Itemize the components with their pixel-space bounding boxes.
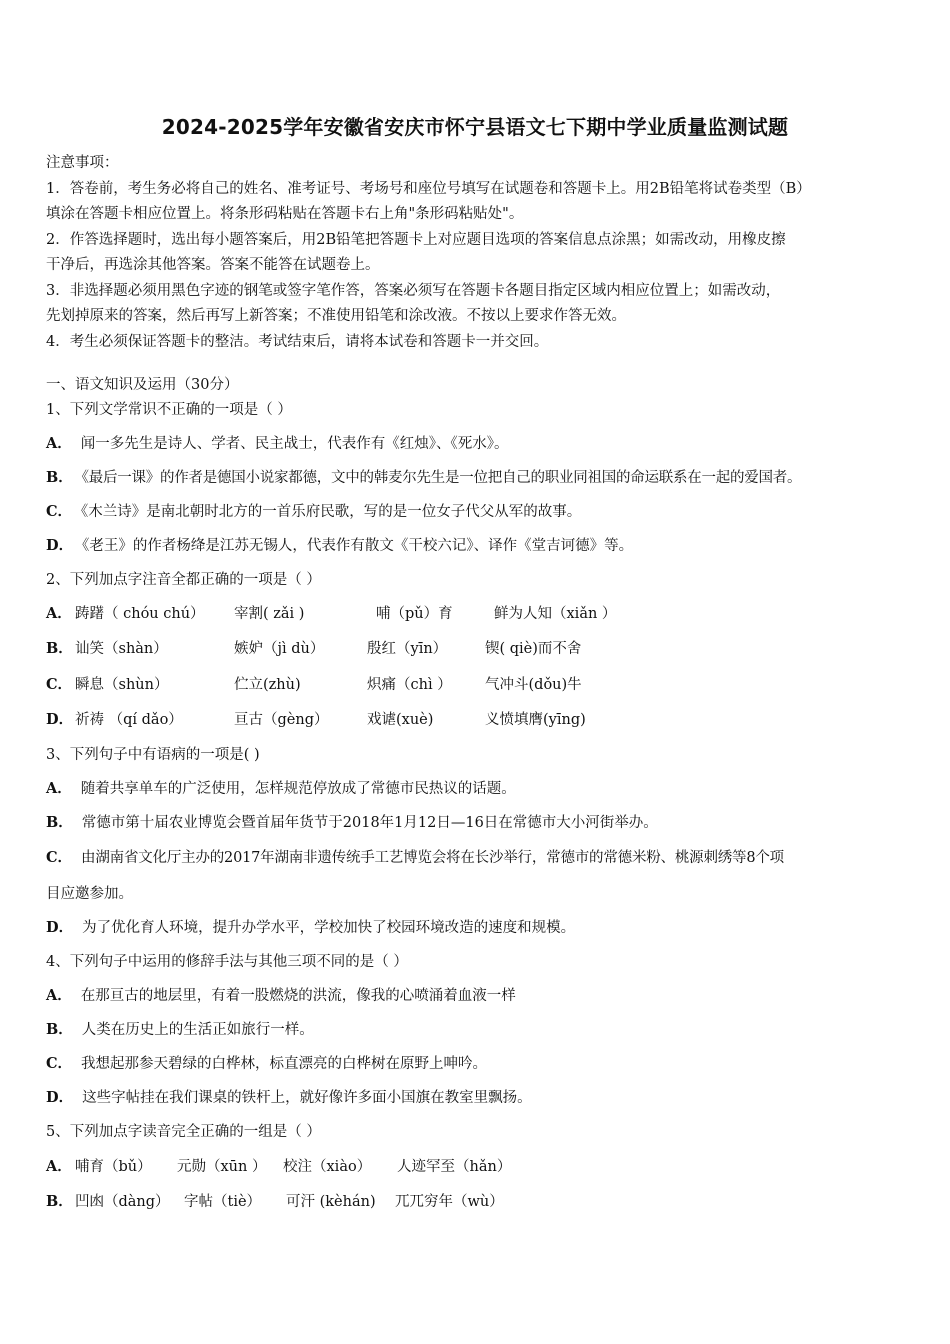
option-item: 殷红（yīn） xyxy=(367,641,448,657)
option-label: B． xyxy=(46,640,73,657)
question-1-stem: 1、下列文学常识不正确的一项是（ ） xyxy=(46,402,292,418)
option-text: 这些字帖挂在我们课桌的铁杆上，就好像许多面小国旗在教室里飘扬。 xyxy=(82,1090,532,1106)
option-text: 《老王》的作者杨绛是江苏无锡人，代表作有散文《干校六记》、译作《堂吉诃德》等。 xyxy=(82,538,634,554)
option-item: 哺育（bǔ） xyxy=(75,1159,152,1175)
option-text: 在那亘古的地层里，有着一股燃烧的洪流，像我的心喷涌着血液一样 xyxy=(80,988,516,1004)
page-title: 2024-2025学年安徽省安庆市怀宁县语文七下期中学业质量监测试题 xyxy=(161,115,789,139)
option-item: 宰割( zǎi ) xyxy=(234,606,305,622)
option-item: 人迹罕至（hǎn） xyxy=(397,1159,512,1175)
option-item: 嫉妒（jì dù） xyxy=(234,641,325,657)
question-1-option-d xyxy=(46,533,633,559)
option-item: 戏谑(xuè) xyxy=(367,712,434,728)
option-item: 凹凼（dàng） xyxy=(75,1194,170,1210)
question-1-option-b xyxy=(46,465,801,491)
notice-line: 干净后，再选涂其他答案。答案不能答在试题卷上。 xyxy=(46,257,380,273)
option-item: 踌躇（ chóu chú） xyxy=(75,606,205,622)
notice-line: 2．作答选择题时，选出每小题答案后，用2B铅笔把答题卡上对应题目选项的答案信息点涂黑；如需改动，用橡皮擦 xyxy=(46,231,786,248)
question-4-stem: 4、下列句子中运用的修辞手法与其他三项不同的是（ ） xyxy=(46,954,408,970)
question-3-option-c xyxy=(46,845,784,871)
option-label: B． xyxy=(46,469,73,486)
question-3-option-d xyxy=(46,915,575,941)
option-item: 哺（pǔ）育 xyxy=(376,606,453,622)
option-item: 瞬息（shùn） xyxy=(75,677,169,693)
option-label: A． xyxy=(46,780,72,797)
option-label: B． xyxy=(46,1193,73,1210)
option-item: 伫立(zhù) xyxy=(234,677,301,693)
option-item: 炽痛（chì ） xyxy=(367,677,452,693)
option-text: 人类在历史上的生活正如旅行一样。 xyxy=(81,1022,314,1038)
option-item: 字帖（tiè） xyxy=(184,1194,262,1210)
option-text: 常德市第十届农业博览会暨首届年货节于2018年1月12日—16日在常德市大小河街举办。 xyxy=(81,815,658,831)
option-label: A． xyxy=(46,605,72,622)
option-item: 讪笑（shàn） xyxy=(75,641,168,657)
question-4-option-a xyxy=(46,983,516,1009)
notice-line: 3．非选择题必须用黑色字迹的钢笔或签字笔作答，答案必须写在答题卡各题目指定区域内相应位置上；如需改动， xyxy=(46,282,781,299)
option-item: 义愤填膺(yīng) xyxy=(485,712,586,728)
question-2-option-d xyxy=(46,707,916,733)
question-4-option-d xyxy=(46,1085,532,1111)
option-item: 兀兀穷年（wù） xyxy=(395,1194,504,1210)
option-label: A． xyxy=(46,1158,72,1175)
question-3-option-a xyxy=(46,776,516,802)
option-text: 为了优化育人环境，提升办学水平，学校加快了校园环境改造的速度和规模。 xyxy=(82,920,576,936)
question-2-option-b xyxy=(46,636,916,662)
question-2-option-c xyxy=(46,672,916,698)
option-label: B． xyxy=(46,814,73,831)
option-label: A． xyxy=(46,987,72,1004)
option-item: 气冲斗(dǒu)牛 xyxy=(485,677,582,693)
option-label: C． xyxy=(46,676,73,693)
option-item: 亘古（gèng） xyxy=(234,712,329,728)
option-text: 《木兰诗》是南北朝时北方的一首乐府民歌，写的是一位女子代父从军的故事。 xyxy=(81,504,582,520)
question-3-stem: 3、下列句子中有语病的一项是( ) xyxy=(46,747,260,763)
option-label: C． xyxy=(46,849,73,866)
question-4-option-c xyxy=(46,1051,487,1077)
option-label: A． xyxy=(46,435,72,452)
notice-block xyxy=(46,151,916,355)
option-label: D． xyxy=(46,711,74,728)
question-2-stem: 2、下列加点字注音全都正确的一项是（ ） xyxy=(46,572,321,588)
option-text: 随着共享单车的广泛使用，怎样规范停放成了常德市民热议的话题。 xyxy=(80,781,516,797)
notice-heading: 注意事项： xyxy=(46,155,119,171)
question-5-option-a xyxy=(46,1154,916,1180)
option-item: 可汗 (kèhán) xyxy=(286,1194,376,1210)
option-text: 《最后一课》的作者是德国小说家都德，文中的韩麦尔先生是一位把自己的职业同祖国的命运联系在一起的爱国者。 xyxy=(81,470,802,486)
option-label: C． xyxy=(46,503,73,520)
question-5-option-b xyxy=(46,1189,916,1215)
option-label: D． xyxy=(46,1089,74,1106)
notice-line: 1．答卷前，考生务必将自己的姓名、准考证号、考场号和座位号填写在试题卷和答题卡上。用2B铅笔将试卷类型（B） xyxy=(46,180,811,197)
option-item: 元勋（xūn ） xyxy=(177,1159,267,1175)
question-1-option-a xyxy=(46,431,509,457)
option-label: C． xyxy=(46,1055,73,1072)
option-label: D． xyxy=(46,919,74,936)
notice-line: 填涂在答题卡相应位置上。将条形码粘贴在答题卡右上角"条形码粘贴处"。 xyxy=(46,206,524,222)
notice-line: 4．考生必须保证答题卡的整洁。考试结束后，请将本试卷和答题卡一并交回。 xyxy=(46,333,549,350)
question-5-stem: 5、下列加点字读音完全正确的一组是（ ） xyxy=(46,1124,321,1140)
option-text: 闻一多先生是诗人、学者、民主战士，代表作有《红烛》、《死水》。 xyxy=(80,436,509,452)
option-label: B． xyxy=(46,1021,73,1038)
option-label: D． xyxy=(46,537,74,554)
question-3-option-c-continued: 目应邀参加。 xyxy=(46,886,133,902)
option-item: 校注（xiào） xyxy=(283,1159,372,1175)
option-item: 鲜为人知（xiǎn ） xyxy=(494,606,617,622)
option-item: 祈祷 （qí dǎo） xyxy=(75,712,183,728)
question-2-option-a xyxy=(46,601,916,627)
option-text: 由湖南省文化厅主办的2017年湖南非遗传统手工艺博览会将在长沙举行，常德市的常德米粉、桃源刺绣等8个项 xyxy=(81,850,784,866)
section-heading: 一、语文知识及运用（30分） xyxy=(46,377,239,393)
question-3-option-b xyxy=(46,810,658,836)
option-item: 锲( qiè)而不舍 xyxy=(485,641,582,657)
notice-line: 先划掉原来的答案，然后再写上新答案；不准使用铅笔和涂改液。不按以上要求作答无效。 xyxy=(46,308,626,324)
option-text: 我想起那参天碧绿的白桦林，标直漂亮的白桦树在原野上呻吟。 xyxy=(81,1056,488,1072)
question-1-option-c xyxy=(46,499,581,525)
question-4-option-b xyxy=(46,1017,314,1043)
